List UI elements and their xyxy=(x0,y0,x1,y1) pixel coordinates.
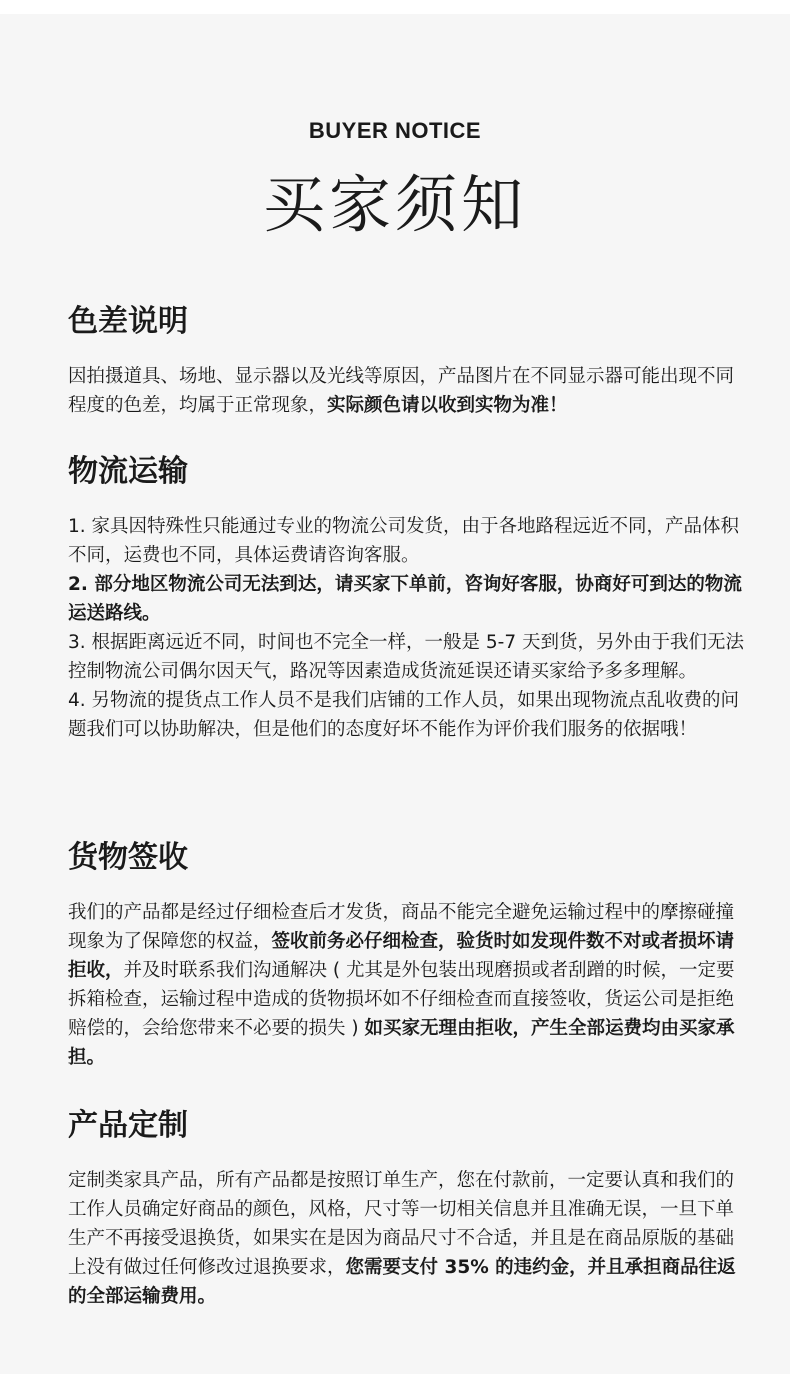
receipt-emphasis-1: 签收前务必仔细检查，验货时如发现件数不对或者损坏请拒收， xyxy=(68,931,735,981)
logistics-item-2-text: 2. 部分地区物流公司无法到达，请买家下单前，咨询好客服，协商好可到达的物流运送路线。 xyxy=(68,574,742,624)
color-difference-text xyxy=(68,362,748,420)
notice-page xyxy=(0,14,790,1374)
section-receipt xyxy=(68,840,748,1072)
logistics-item-4: 4. 另物流的提货点工作人员不是我们店铺的工作人员，如果出现物流点乱收费的问题我们可以协助解决，但是他们的态度好坏不能作为评价我们服务的依据哦！ xyxy=(68,690,740,740)
section-heading-receipt: 货物签收 xyxy=(68,840,188,875)
receipt-text xyxy=(68,898,748,1072)
logistics-item-2 xyxy=(68,570,748,628)
section-heading-customization: 产品定制 xyxy=(68,1108,188,1143)
receipt-body-2: 并及时联系我们沟通解决 ( 尤其是外包装出现磨损或者刮蹭的时候，一定要拆箱检查，运输过程中造成的货物损坏如不仔细检查而直接签收，货运公司是拒绝赔偿的，会给您带来不必要的损失 ) xyxy=(68,960,735,1039)
color-difference-body: 因拍摄道具、场地、显示器以及光线等原因，产品图片在不同显示器可能出现不同程度的色差，均属于正常现象， xyxy=(68,366,735,416)
title-english: BUYER NOTICE xyxy=(308,118,482,143)
section-heading-logistics: 物流运输 xyxy=(68,454,188,489)
receipt-emphasis-2: 如买家无理由拒收，产生全部运费均由买家承担。 xyxy=(68,1018,735,1068)
customization-emphasis: 您需要支付 35% 的违约金，并且承担商品往返的全部运输费用。 xyxy=(68,1257,736,1307)
logistics-item-3: 3. 根据距离远近不同，时间也不完全一样，一般是 5-7 天到货，另外由于我们无法控制物流公司偶尔因天气，路况等因素造成货流延误还请买家给予多多理解。 xyxy=(68,632,745,682)
logistics-item-1: 1. 家具因特殊性只能通过专业的物流公司发货，由于各地路程远近不同，产品体积不同，运费也不同，具体运费请咨询客服。 xyxy=(68,516,740,566)
top-band xyxy=(0,0,790,14)
section-color-difference xyxy=(68,304,748,420)
section-logistics xyxy=(68,454,748,744)
customization-body: 定制类家具产品，所有产品都是按照订单生产，您在付款前，一定要认真和我们的工作人员确定好商品的颜色，风格，尺寸等一切相关信息并且准确无误，一旦下单生产不再接受退换货，如果实在是因为商品尺寸不合适，并且是在商品原版的基础上没有做过任何修改过退换要求， xyxy=(68,1170,735,1278)
title-chinese: 买家须知 xyxy=(262,168,527,241)
section-heading-color-difference: 色差说明 xyxy=(68,304,188,339)
color-difference-emphasis: 实际颜色请以收到实物为准！ xyxy=(327,395,568,416)
section-customization xyxy=(68,1108,748,1311)
customization-text xyxy=(68,1166,748,1311)
receipt-body-1: 我们的产品都是经过仔细检查后才发货，商品不能完全避免运输过程中的摩擦碰撞现象为了保障您的权益， xyxy=(68,902,735,952)
